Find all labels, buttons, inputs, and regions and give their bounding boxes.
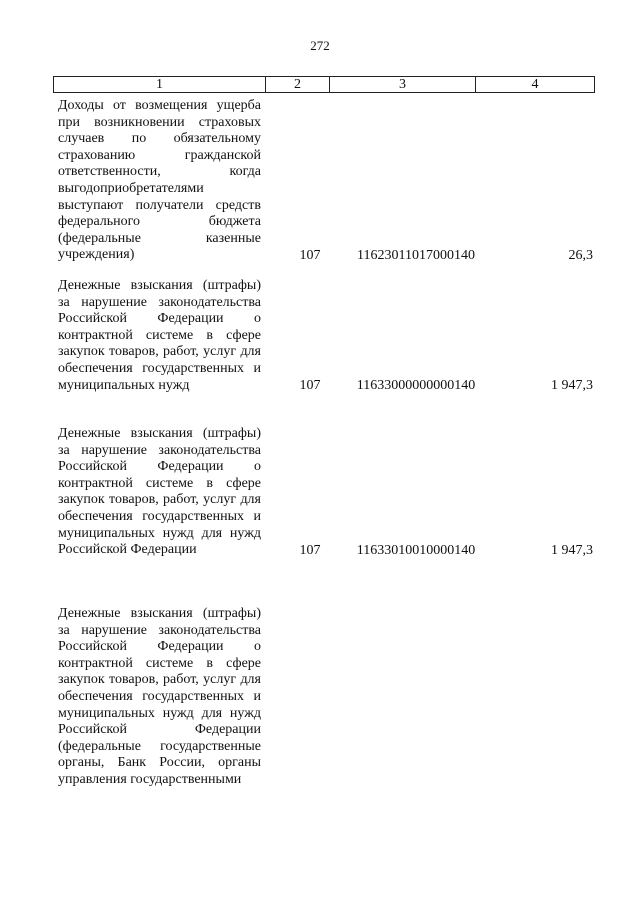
row-description: Денежные взыскания (штрафы) за нарушение законодательства Российской Федерации о контрактной системе в сфере закупок товаров, работ, услуг для обеспечения государственных и муниципальных нужд для нужд Российской Федерации (федеральные государственные органы, Банк России, органы управления государственными [58,606,261,787]
row-code: 107 [299,378,321,394]
column-header-4: 4 [531,77,539,92]
row-amount: 26,3 [568,247,593,263]
page-number: 272 [310,38,330,53]
row-kbk: 11623011017000140 [357,247,475,263]
row-kbk: 11633010010000140 [356,542,476,558]
table-row [58,98,600,264]
table-header [53,76,595,93]
row-code: 107 [299,247,321,263]
row-description: Денежные взыскания (штрафы) за нарушение законодательства Российской Федерации о контрактной системе в сфере закупок товаров, работ, услуг для обеспечения государственных и муниципальных нужд [58,278,261,393]
table-row [58,606,600,789]
column-header-2: 2 [266,77,330,92]
row-amount: 1 947,3 [551,542,593,558]
row-description: Доходы от возмещения ущерба при возникновении страховых случаев по обязательному страхованию гражданской ответственности, когда выгодоприобретателями выступают получатели средств федерального бюджета (федеральные казенные учреждения) [58,98,261,263]
table-row [58,278,600,394]
column-header-3: 3 [330,77,476,92]
row-amount: 1 947,3 [551,378,593,394]
row-description: Денежные взыскания (штрафы) за нарушение законодательства Российской Федерации о контрактной системе в сфере закупок товаров, работ, услуг для обеспечения государственных и муниципальных нужд для нужд Российской Федерации [58,426,261,558]
row-kbk: 11633000000000140 [356,378,476,394]
column-header-1: 1 [54,77,266,92]
table-row [58,426,600,559]
row-code: 107 [299,542,321,558]
